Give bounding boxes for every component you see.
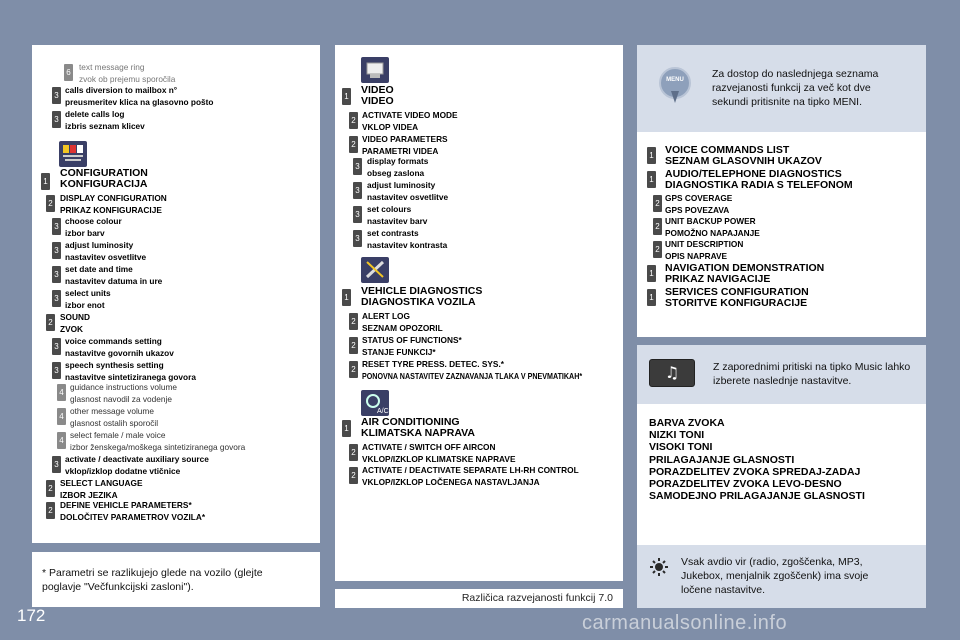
item-label-sl: OPIS NAPRAVE <box>665 250 728 261</box>
level-badge: 1 <box>647 171 656 188</box>
music-intro-box <box>637 345 926 404</box>
item-label-sl: izbor barv <box>65 227 105 238</box>
level-badge: 1 <box>647 265 656 282</box>
menu-intro-box <box>637 45 926 132</box>
item-label-en: ACTIVATE / DEACTIVATE SEPARATE LH-RH CONTROL <box>362 465 579 475</box>
section-title-en: CONFIGURATION <box>60 167 148 179</box>
item-label-sl: ZVOK <box>60 323 84 334</box>
item-label-sl: izbor ženskega/moškega sintetiziranega govora <box>70 441 246 452</box>
level-badge: 2 <box>46 195 55 212</box>
level-badge: 3 <box>353 182 362 199</box>
level-badge: 2 <box>46 314 55 331</box>
item-label-sl: preusmeritev klica na glasovno pošto <box>65 96 214 107</box>
music-panel <box>637 345 926 608</box>
item-label-en: other message volume <box>70 406 154 416</box>
item-label-en: ACTIVATE / SWITCH OFF AIRCON <box>362 442 496 452</box>
diagnostics-icon <box>361 257 389 283</box>
level-badge: 3 <box>52 111 61 128</box>
item-label-en: SOUND <box>60 312 90 322</box>
item-label-en: set colours <box>367 204 412 214</box>
level-badge: 2 <box>349 313 358 330</box>
item-label-en: ALERT LOG <box>362 311 410 321</box>
item-label-sl: zvok ob prejemu sporočila <box>79 73 176 84</box>
footnote-box <box>32 552 320 607</box>
level-badge: 3 <box>52 338 61 355</box>
item-label-sl: STANJE FUNKCIJ* <box>362 346 436 357</box>
item-label-sl: nastavitve govornih ukazov <box>65 347 174 358</box>
item-label-en: set contrasts <box>367 228 419 238</box>
watermark: carmanualsonline.info <box>582 612 788 634</box>
item-label-sl: izbor enot <box>65 299 105 310</box>
page-number: 172 <box>17 606 46 625</box>
sun-icon <box>649 557 669 577</box>
item-label-en: GPS COVERAGE <box>665 193 733 203</box>
level-badge: 1 <box>342 420 351 437</box>
item-label-en: UNIT BACKUP POWER <box>665 216 756 226</box>
level-badge: 2 <box>46 480 55 497</box>
item-label-sl: nastavitev osvetlitve <box>65 251 147 262</box>
version-footer <box>335 589 623 608</box>
item-label-en: NAVIGATION DEMONSTRATION <box>665 262 825 274</box>
music-setting: SAMODEJNO PRILAGAJANJE GLASNOSTI <box>649 490 865 503</box>
item-label-en: adjust luminosity <box>65 240 134 250</box>
video-diagnostics-aircon-panel <box>335 45 623 581</box>
video-icon <box>361 57 389 83</box>
item-label-en: ACTIVATE VIDEO MODE <box>362 110 458 120</box>
item-label-sl: nastavitve sintetiziranega govora <box>65 371 196 382</box>
music-note-icon: ♫ <box>649 359 695 387</box>
music-note-text: Vsak avdio vir (radio, zgoščenka, MP3, Jukebox, menjalnik zgoščenk) ima svoje ločene nastavitve. <box>681 556 869 596</box>
item-label-en: display formats <box>367 156 429 166</box>
music-note-box <box>637 545 926 608</box>
level-badge: 4 <box>57 384 66 401</box>
item-label-sl: PONOVNA NASTAVITEV ZAZNAVANJA TLAKA V PNEVMATIKAH* <box>362 370 583 381</box>
item-label-en: activate / deactivate auxiliary source <box>65 454 209 464</box>
item-label-en: select units <box>65 288 111 298</box>
item-label-en: DISPLAY CONFIGURATION <box>60 193 167 203</box>
item-label-sl: IZBOR JEZIKA <box>60 489 118 500</box>
level-badge: 1 <box>41 173 50 190</box>
level-badge: 3 <box>353 206 362 223</box>
level-badge: 2 <box>653 195 662 212</box>
item-label-en: choose colour <box>65 216 122 226</box>
item-label-sl: VKLOP VIDEA <box>362 121 419 132</box>
menu-panel <box>637 45 926 337</box>
item-label-sl: PRIKAZ NAVIGACIJE <box>665 273 771 285</box>
item-label-sl: DOLOČITEV PARAMETROV VOZILA* <box>60 511 206 522</box>
level-badge: 2 <box>349 444 358 461</box>
section-title-sl: DIAGNOSTIKA VOZILA <box>361 296 476 308</box>
item-label-sl: STORITVE KONFIGURACIJE <box>665 297 808 309</box>
section-title-en: AIR CONDITIONING <box>361 416 460 428</box>
level-badge: 3 <box>52 218 61 235</box>
item-label-sl: SEZNAM OPOZORIL <box>362 322 443 333</box>
item-label-sl: SEZNAM GLASOVNIH UKAZOV <box>665 155 822 167</box>
configuration-icon <box>59 141 87 167</box>
music-settings-list <box>649 417 865 502</box>
footnote: * Parametri se razlikujejo glede na vozilo (glejte poglavje "Večfunkcijski zasloni"). <box>42 567 263 593</box>
version-text: Različica razvejanosti funkcij 7.0 <box>461 592 613 604</box>
item-label-sl: glasnost navodil za vodenje <box>70 393 172 404</box>
section-title-sl: VIDEO <box>361 95 394 107</box>
item-label-en: STATUS OF FUNCTIONS* <box>362 335 462 345</box>
music-setting: BARVA ZVOKA <box>649 417 725 429</box>
level-badge: 3 <box>52 290 61 307</box>
item-label-sl: vklop/izklop dodatne vtičnice <box>65 465 181 476</box>
level-badge: 1 <box>647 289 656 306</box>
item-label-en: UNIT DESCRIPTION <box>665 239 744 249</box>
item-label-sl: PRIKAZ KONFIGURACIJE <box>60 204 162 215</box>
level-badge: 3 <box>52 362 61 379</box>
level-badge: 1 <box>342 289 351 306</box>
level-badge: 2 <box>653 218 662 235</box>
item-label-en: select female / male voice <box>70 430 166 440</box>
level-badge: 3 <box>52 456 61 473</box>
level-badge: 3 <box>353 158 362 175</box>
item-label-sl: DIAGNOSTIKA RADIA S TELEFONOM <box>665 179 853 191</box>
level-badge: 4 <box>57 432 66 449</box>
level-badge: 2 <box>349 136 358 153</box>
music-intro-text: Z zaporednimi pritiski na tipko Music lahko izberete naslednje nastavitve. <box>713 361 911 387</box>
item-label-sl: nastavitev datuma in ure <box>65 275 163 286</box>
item-label-sl: VKLOP/IZKLOP KLIMATSKE NAPRAVE <box>362 453 516 464</box>
item-label-en: text message ring <box>79 62 145 72</box>
configuration-panel <box>32 45 320 543</box>
item-label-en: RESET TYRE PRESS. DETEC. SYS.* <box>362 359 505 369</box>
music-setting: PRILAGAJANJE GLASNOSTI <box>649 453 795 466</box>
level-badge: 2 <box>349 467 358 484</box>
level-badge: 2 <box>349 112 358 129</box>
item-label-en: VIDEO PARAMETERS <box>362 134 448 144</box>
item-label-en: voice commands setting <box>65 336 162 346</box>
item-label-en: guidance instructions volume <box>70 382 177 392</box>
section-title-sl: KLIMATSKA NAPRAVA <box>361 427 475 439</box>
level-badge: 4 <box>57 408 66 425</box>
item-label-sl: glasnost ostalih sporočil <box>70 417 159 428</box>
item-label-en: VOICE COMMANDS LIST <box>665 144 790 156</box>
level-badge: 2 <box>653 241 662 258</box>
music-setting: PORAZDELITEV ZVOKA LEVO-DESNO <box>649 478 842 491</box>
level-badge: 1 <box>647 147 656 164</box>
item-label-en: SELECT LANGUAGE <box>60 478 143 488</box>
item-label-sl: obseg zaslona <box>367 167 425 178</box>
item-label-sl: nastavitev barv <box>367 215 428 226</box>
svg-text:A/C: A/C <box>377 408 389 415</box>
item-label-en: SERVICES CONFIGURATION <box>665 286 809 298</box>
section-title-sl: KONFIGURACIJA <box>60 178 148 190</box>
item-label-sl: POMOŽNO NAPAJANJE <box>665 227 760 238</box>
level-badge: 3 <box>52 266 61 283</box>
level-badge: 2 <box>349 337 358 354</box>
item-label-en: adjust luminosity <box>367 180 436 190</box>
item-label-en: delete calls log <box>65 109 125 119</box>
item-label-sl: izbris seznam klicev <box>65 120 145 131</box>
item-label-sl: nastavitev osvetlitve <box>367 191 449 202</box>
item-label-en: speech synthesis setting <box>65 360 164 370</box>
item-label-en: calls diversion to mailbox n° <box>65 85 178 95</box>
item-label-sl: VKLOP/IZKLOP LOČENEGA NASTAVLJANJA <box>362 476 540 487</box>
level-badge: 6 <box>64 64 73 81</box>
item-label-en: AUDIO/TELEPHONE DIAGNOSTICS <box>665 168 842 180</box>
level-badge: 3 <box>52 242 61 259</box>
level-badge: 2 <box>46 502 55 519</box>
air-conditioning-icon <box>361 390 389 416</box>
section-title-en: VIDEO <box>361 84 394 96</box>
music-setting: VISOKI TONI <box>649 441 713 454</box>
menu-intro-text: Za dostop do naslednjega seznama razvejanosti funkcij za več kot dve sekundi pritisnite na tipko MENI. <box>712 68 879 108</box>
level-badge: 3 <box>52 87 61 104</box>
item-label-en: set date and time <box>65 264 133 274</box>
section-title-en: VEHICLE DIAGNOSTICS <box>361 285 483 297</box>
item-label-sl: GPS POVEZAVA <box>665 204 730 215</box>
item-label-en: DEFINE VEHICLE PARAMETERS* <box>60 500 192 510</box>
music-setting: NIZKI TONI <box>649 429 705 442</box>
level-badge: 1 <box>342 88 351 105</box>
item-label-sl: PARAMETRI VIDEA <box>362 145 439 156</box>
music-setting: PORAZDELITEV ZVOKA SPREDAJ-ZADAJ <box>649 465 861 478</box>
level-badge: 2 <box>349 361 358 378</box>
item-label-sl: nastavitev kontrasta <box>367 239 448 250</box>
menu-button-icon: MENU <box>659 67 691 99</box>
level-badge: 3 <box>353 230 362 247</box>
